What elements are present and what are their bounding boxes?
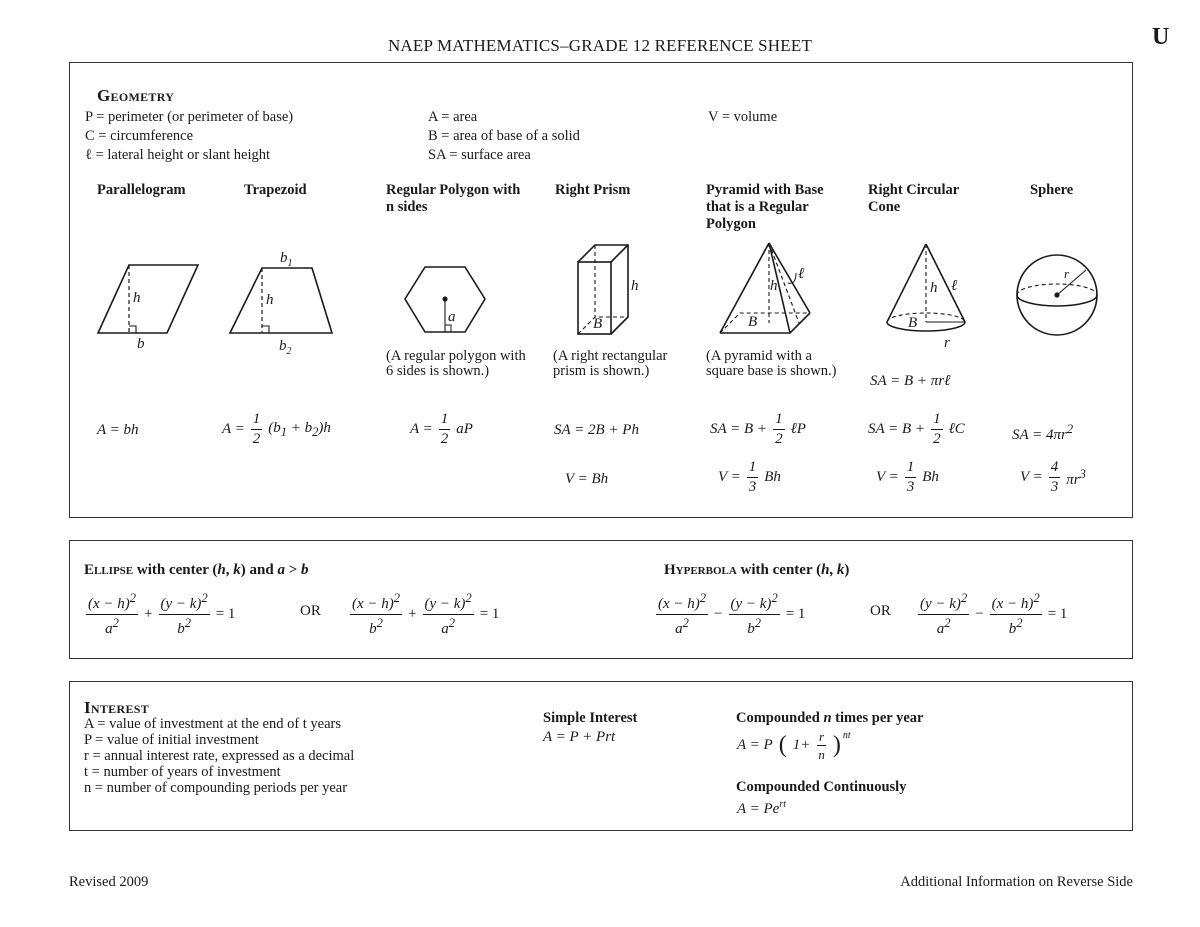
cone-height-label: h xyxy=(930,280,938,296)
footer-revised: Revised 2009 xyxy=(69,874,149,890)
interest-def-n: n = number of compounding periods per year xyxy=(84,780,348,796)
page-title: NAEP MATHEMATICS–GRADE 12 REFERENCE SHEET xyxy=(387,36,813,55)
hyperbola-equation-1: $\frac{(x - h)^2}{a^2}$ − $\frac{(y - k)^2}{b^2}$ = 1 xyxy=(658,591,806,637)
cone-volume-formula: V = $\frac{1}{3}$ Bh xyxy=(876,459,939,495)
hexagon-note: (A regular polygon with 6 sides is shown.) xyxy=(386,348,526,379)
ellipse-heading: Ellipse with center (h, k) and a > b xyxy=(84,562,309,578)
pyramid-title: Pyramid with Base that is a Regular Polygon xyxy=(706,182,824,232)
regular-polygon-title: Regular Polygon with n sides xyxy=(386,182,521,215)
interest-def-t: t = number of years of investment xyxy=(84,764,281,780)
cone-slant-label: ℓ xyxy=(951,278,958,294)
prism-volume-formula: V = Bh xyxy=(565,471,609,487)
definition-perimeter: P = perimeter (or perimeter of base) xyxy=(85,109,294,125)
definition-surface-area: SA = surface area xyxy=(428,147,531,163)
pyramid-volume-formula: V = $\frac{1}{3}$ Bh xyxy=(718,459,781,495)
compound-interest-title: Compounded n times per year xyxy=(736,710,924,726)
sphere-figure xyxy=(1017,255,1097,335)
hyperbola-heading: Hyperbola with center (h, k) xyxy=(664,562,850,578)
footer-reverse-side: Additional Information on Reverse Side xyxy=(900,874,1133,890)
geometry-heading: Geometry xyxy=(97,86,175,105)
parallelogram-area-formula: A = bh xyxy=(97,422,139,438)
trapezoid-b2-label: $b_2$ xyxy=(279,338,292,357)
cone-base-label: B xyxy=(908,315,918,331)
hexagon-figure xyxy=(405,267,485,332)
pyramid-slant-label: ℓ xyxy=(798,266,805,282)
parallelogram-figure xyxy=(98,265,198,352)
cone-surface-formula-1: SA = B + πrℓ xyxy=(870,373,951,389)
definition-area: A = area xyxy=(428,109,478,125)
ellipse-equation-2: $\frac{(x - h)^2}{b^2}$ + $\frac{(y - k)^2}{a^2}$ = 1 xyxy=(352,591,500,637)
parallelogram-title: Parallelogram xyxy=(97,182,186,198)
prism-base-label: B xyxy=(593,316,603,332)
continuous-interest-formula: $A = Pe^{rt}$ xyxy=(737,799,787,817)
interest-def-a: A = value of investment at the end of t years xyxy=(84,716,342,732)
definition-base-area: B = area of base of a solid xyxy=(428,128,580,144)
pyramid-base-label: B xyxy=(748,314,758,330)
sphere-volume-formula: V = $\frac{4}{3}$ $\pi r^3$ xyxy=(1020,459,1086,495)
trapezoid-height-label: h xyxy=(266,292,274,308)
right-prism-title: Right Prism xyxy=(555,182,631,198)
sphere-radius-label: r xyxy=(1064,266,1070,281)
polygon-area-formula: A = $\frac{1}{2}$ aP xyxy=(410,411,473,447)
cone-surface-formula-2: SA = B + $\frac{1}{2}$ ℓC xyxy=(868,411,965,447)
interest-heading: Interest xyxy=(84,698,150,717)
simple-interest-formula: A = P + Prt xyxy=(543,729,616,745)
prism-note: (A right rectangular prism is shown.) xyxy=(553,348,668,379)
continuous-interest-title: Compounded Continuously xyxy=(736,779,907,795)
trapezoid-b1-label: $b_1$ xyxy=(280,250,293,269)
pyramid-figure xyxy=(720,243,810,333)
sphere-surface-formula: SA = $4\pi r^2$ xyxy=(1012,422,1074,443)
pyramid-surface-formula: SA = B + $\frac{1}{2}$ ℓP xyxy=(710,411,806,447)
hyperbola-or: OR xyxy=(870,603,891,619)
interest-definitions xyxy=(84,716,354,796)
pyramid-note: (A pyramid with a square base is shown.) xyxy=(706,348,837,379)
definition-volume: V = volume xyxy=(708,109,778,125)
pyramid-height-label: h xyxy=(770,278,778,294)
ellipse-equation-1: $\frac{(x - h)^2}{a^2}$ + $\frac{(y - k)^2}{b^2}$ = 1 xyxy=(88,591,236,637)
hexagon-apothem-label: a xyxy=(448,309,456,325)
ellipse-or: OR xyxy=(300,603,321,619)
sphere-title: Sphere xyxy=(1030,182,1074,198)
prism-figure xyxy=(578,245,639,334)
prism-surface-formula: SA = 2B + Ph xyxy=(554,422,639,438)
interest-def-p: P = value of initial investment xyxy=(84,732,259,748)
compound-interest-formula: A = P ( 1+ $\frac{r}{n}$ ) $^{nt}$ xyxy=(737,729,851,762)
cone-figure xyxy=(887,244,965,351)
prism-height-label: h xyxy=(631,278,639,294)
trapezoid-title: Trapezoid xyxy=(244,182,307,198)
parallelogram-height-label: h xyxy=(133,290,141,306)
trapezoid-area-formula: A = $\frac{1}{2}$ $(b_1 + b_2)h$ xyxy=(222,411,331,447)
hyperbola-equation-2: $\frac{(y - k)^2}{a^2}$ − $\frac{(x - h)^2}{b^2}$ = 1 xyxy=(920,591,1068,637)
simple-interest-title: Simple Interest xyxy=(543,710,638,726)
definition-slant-height: ℓ = lateral height or slant height xyxy=(85,147,271,163)
cone-radius-label: r xyxy=(944,335,950,351)
parallelogram-base-label: b xyxy=(137,336,145,352)
definition-circumference: C = circumference xyxy=(85,128,194,144)
interest-def-r: r = annual interest rate, expressed as a decimal xyxy=(84,748,355,764)
cone-title: Right Circular Cone xyxy=(868,182,959,215)
trapezoid-figure xyxy=(230,250,332,357)
corner-mark: U xyxy=(1152,24,1170,50)
